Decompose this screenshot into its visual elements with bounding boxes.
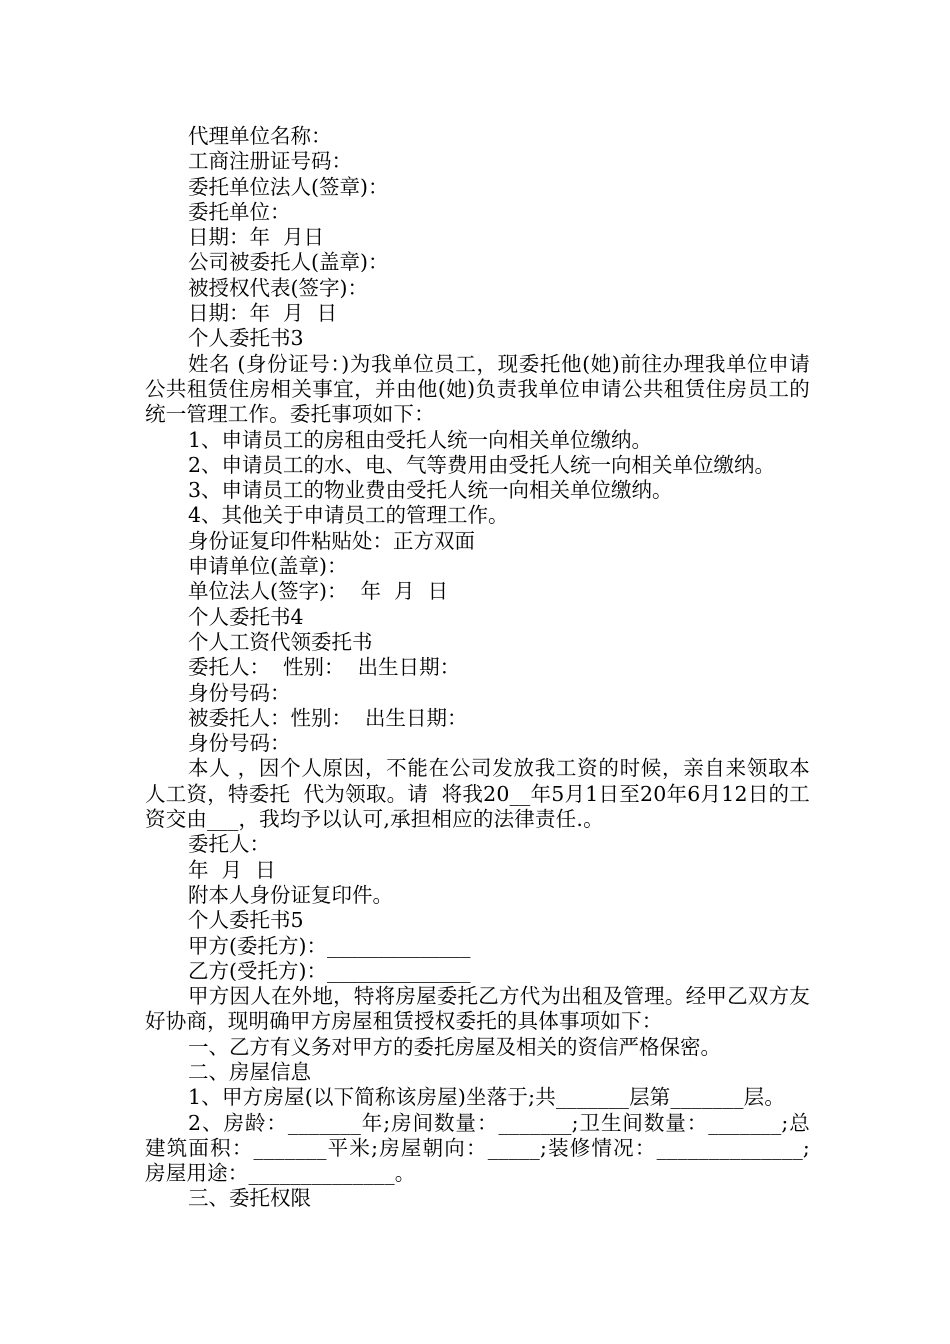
paragraph-letter-3: 姓名 (身份证号：)为我单位员工，现委托他(她)前往办理我单位申请公共租赁住房相关事宜，并由他(她)负责我单位申请公共租赁住房员工的统一管理工作。委托事项如下： bbox=[145, 351, 810, 427]
text-line: 委托人： 性别： 出生日期： bbox=[188, 655, 461, 680]
text-line: 个人委托书3 bbox=[188, 326, 304, 351]
text-line: 个人工资代领委托书 bbox=[188, 629, 373, 654]
letter-5-header-lines bbox=[145, 832, 810, 984]
text-line: 被委托人：性别： 出生日期： bbox=[188, 705, 468, 730]
text-line: 公司被委托人(盖章)： bbox=[188, 250, 389, 275]
text-line: 委托单位法人(签章)： bbox=[188, 174, 389, 199]
text-line: 身份号码： bbox=[188, 731, 291, 756]
text-line: 4、其他关于申请员工的管理工作。 bbox=[188, 503, 509, 528]
text-line: 3、申请员工的物业费由受托人统一向相关单位缴纳。 bbox=[188, 478, 673, 503]
text-line: 被授权代表(签字)： bbox=[188, 275, 368, 300]
text-line: 日期：年 月日 bbox=[188, 225, 325, 250]
text-line: 个人委托书4 bbox=[188, 604, 304, 629]
text-line: 代理单位名称： bbox=[188, 124, 332, 148]
letter-5-section-lines bbox=[145, 1035, 810, 1086]
text-line: 三、委托权限 bbox=[188, 1186, 311, 1211]
paragraph-house-details: 2、房龄：_______年;房间数量：_______;卫生间数量：_______;总建筑面积：_______平米;房屋朝向：_____;装修情况：______________;房屋用途：______________。 bbox=[145, 1110, 810, 1186]
text-line: 申请单位(盖章)： bbox=[188, 554, 348, 579]
text-line: 身份证复印件粘贴处：正方双面 bbox=[188, 528, 475, 553]
text-line: 附本人身份证复印件。 bbox=[188, 882, 393, 907]
letter-3-and-4-lines bbox=[145, 428, 810, 757]
text-line: 2、申请员工的水、电、气等费用由受托人统一向相关单位缴纳。 bbox=[188, 452, 776, 477]
text-line: 日期：年 月 日 bbox=[188, 301, 338, 326]
text-line: 个人委托书5 bbox=[188, 908, 304, 933]
document-page bbox=[145, 124, 810, 1212]
text-line: 二、房屋信息 bbox=[188, 1059, 311, 1084]
text-line: 委托单位： bbox=[188, 199, 291, 224]
text-line: 一、乙方有义务对甲方的委托房屋及相关的资信严格保密。 bbox=[188, 1034, 721, 1059]
section-three-lines bbox=[145, 1186, 810, 1211]
text-line: 年 月 日 bbox=[188, 857, 276, 882]
text-line: 委托人： bbox=[188, 832, 270, 857]
signature-block-lines bbox=[145, 124, 810, 352]
text-line: 1、申请员工的房租由受托人统一向相关单位缴纳。 bbox=[188, 427, 653, 452]
text-line: 甲方(委托方)：______________ bbox=[188, 933, 471, 958]
text-line: 单位法人(签字)： 年 月 日 bbox=[188, 579, 449, 604]
text-line: 工商注册证号码： bbox=[188, 149, 352, 174]
paragraph-letter-4: 本人 ，因个人原因，不能在公司发放我工资的时候，亲自来领取本人工资，特委托 代为领取。请 将我20__年5月1日至20年6月12日的工资交由___，我均予以认可,承担相应的法律责任.。 bbox=[145, 756, 810, 832]
text-line: 身份号码： bbox=[188, 680, 291, 705]
paragraph-letter-5-intro: 甲方因人在外地，特将房屋委托乙方代为出租及管理。经甲乙双方友好协商，现明确甲方房屋租赁授权委托的具体事项如下： bbox=[145, 984, 810, 1034]
paragraph-house-location: 1、甲方房屋(以下简称该房屋)坐落于;共_______层第_______层。 bbox=[188, 1085, 786, 1110]
text-line: 乙方(受托方)：______________ bbox=[188, 958, 471, 983]
